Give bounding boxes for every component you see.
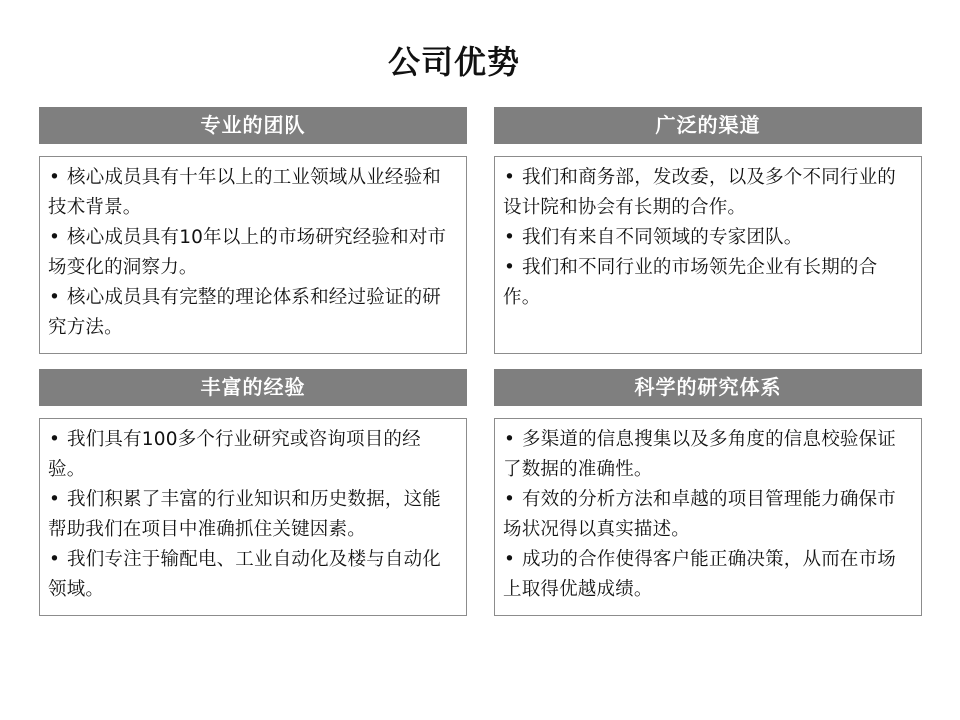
list-item-text: 我们和不同行业的市场领先企业有长期的合作。 [503,257,878,308]
bullet-icon: • [49,489,61,510]
bullet-list-research [503,425,913,605]
list-item [503,425,913,485]
panel-body-team [39,156,467,354]
panel-research [494,369,922,616]
list-item [48,163,458,223]
bullet-icon: • [49,549,61,570]
bullet-list-experience [48,425,458,605]
list-item-text: 我们和商务部，发改委，以及多个不同行业的设计院和协会有长期的合作。 [503,167,897,218]
bullet-icon: • [49,429,61,450]
bullet-icon: • [49,287,61,308]
list-item [48,283,458,343]
bullet-list-team [48,163,458,343]
panel-header-team: 专业的团队 [39,107,467,144]
panel-body-experience [39,418,467,616]
list-item-text: 有效的分析方法和卓越的项目管理能力确保市场状况得以真实描述。 [503,489,897,540]
list-item-text: 我们专注于输配电、工业自动化及楼与自动化领域。 [48,549,442,600]
bullet-list-channels [503,163,913,313]
list-item [503,253,913,313]
list-item [48,485,458,545]
list-item-text: 我们积累了丰富的行业知识和历史数据，这能帮助我们在项目中准确抓住关键因素。 [48,489,442,540]
list-item-text: 核心成员具有完整的理论体系和经过验证的研究方法。 [48,287,442,338]
list-item [503,163,913,223]
list-item-text: 多渠道的信息搜集以及多角度的信息校验保证了数据的准确性。 [503,429,897,480]
bullet-icon: • [504,429,516,450]
list-item [48,545,458,605]
list-item-text: 核心成员具有10年以上的市场研究经验和对市场变化的洞察力。 [48,227,447,278]
list-item-text: 成功的合作使得客户能正确决策，从而在市场上取得优越成绩。 [503,549,897,600]
list-item-text: 核心成员具有十年以上的工业领域从业经验和技术背景。 [48,167,442,218]
panel-body-channels [494,156,922,354]
panel-header-channels: 广泛的渠道 [494,107,922,144]
bullet-icon: • [49,167,61,188]
list-item [503,485,913,545]
panel-experience [39,369,467,616]
bullet-icon: • [504,257,516,278]
page-title: 公司优势 [387,43,520,81]
panel-channels [494,107,922,354]
bullet-icon: • [504,489,516,510]
panel-body-research [494,418,922,616]
list-item-text: 我们具有100多个行业研究或咨询项目的经验。 [48,429,421,480]
list-item [503,545,913,605]
bullet-icon: • [504,549,516,570]
panel-header-research: 科学的研究体系 [494,369,922,406]
list-item [503,223,913,253]
list-item-text: 我们有来自不同领域的专家团队。 [522,227,803,248]
panel-header-experience: 丰富的经验 [39,369,467,406]
bullet-icon: • [504,227,516,248]
bullet-icon: • [49,227,61,248]
list-item [48,425,458,485]
list-item [48,223,458,283]
panel-team [39,107,467,354]
bullet-icon: • [504,167,516,188]
